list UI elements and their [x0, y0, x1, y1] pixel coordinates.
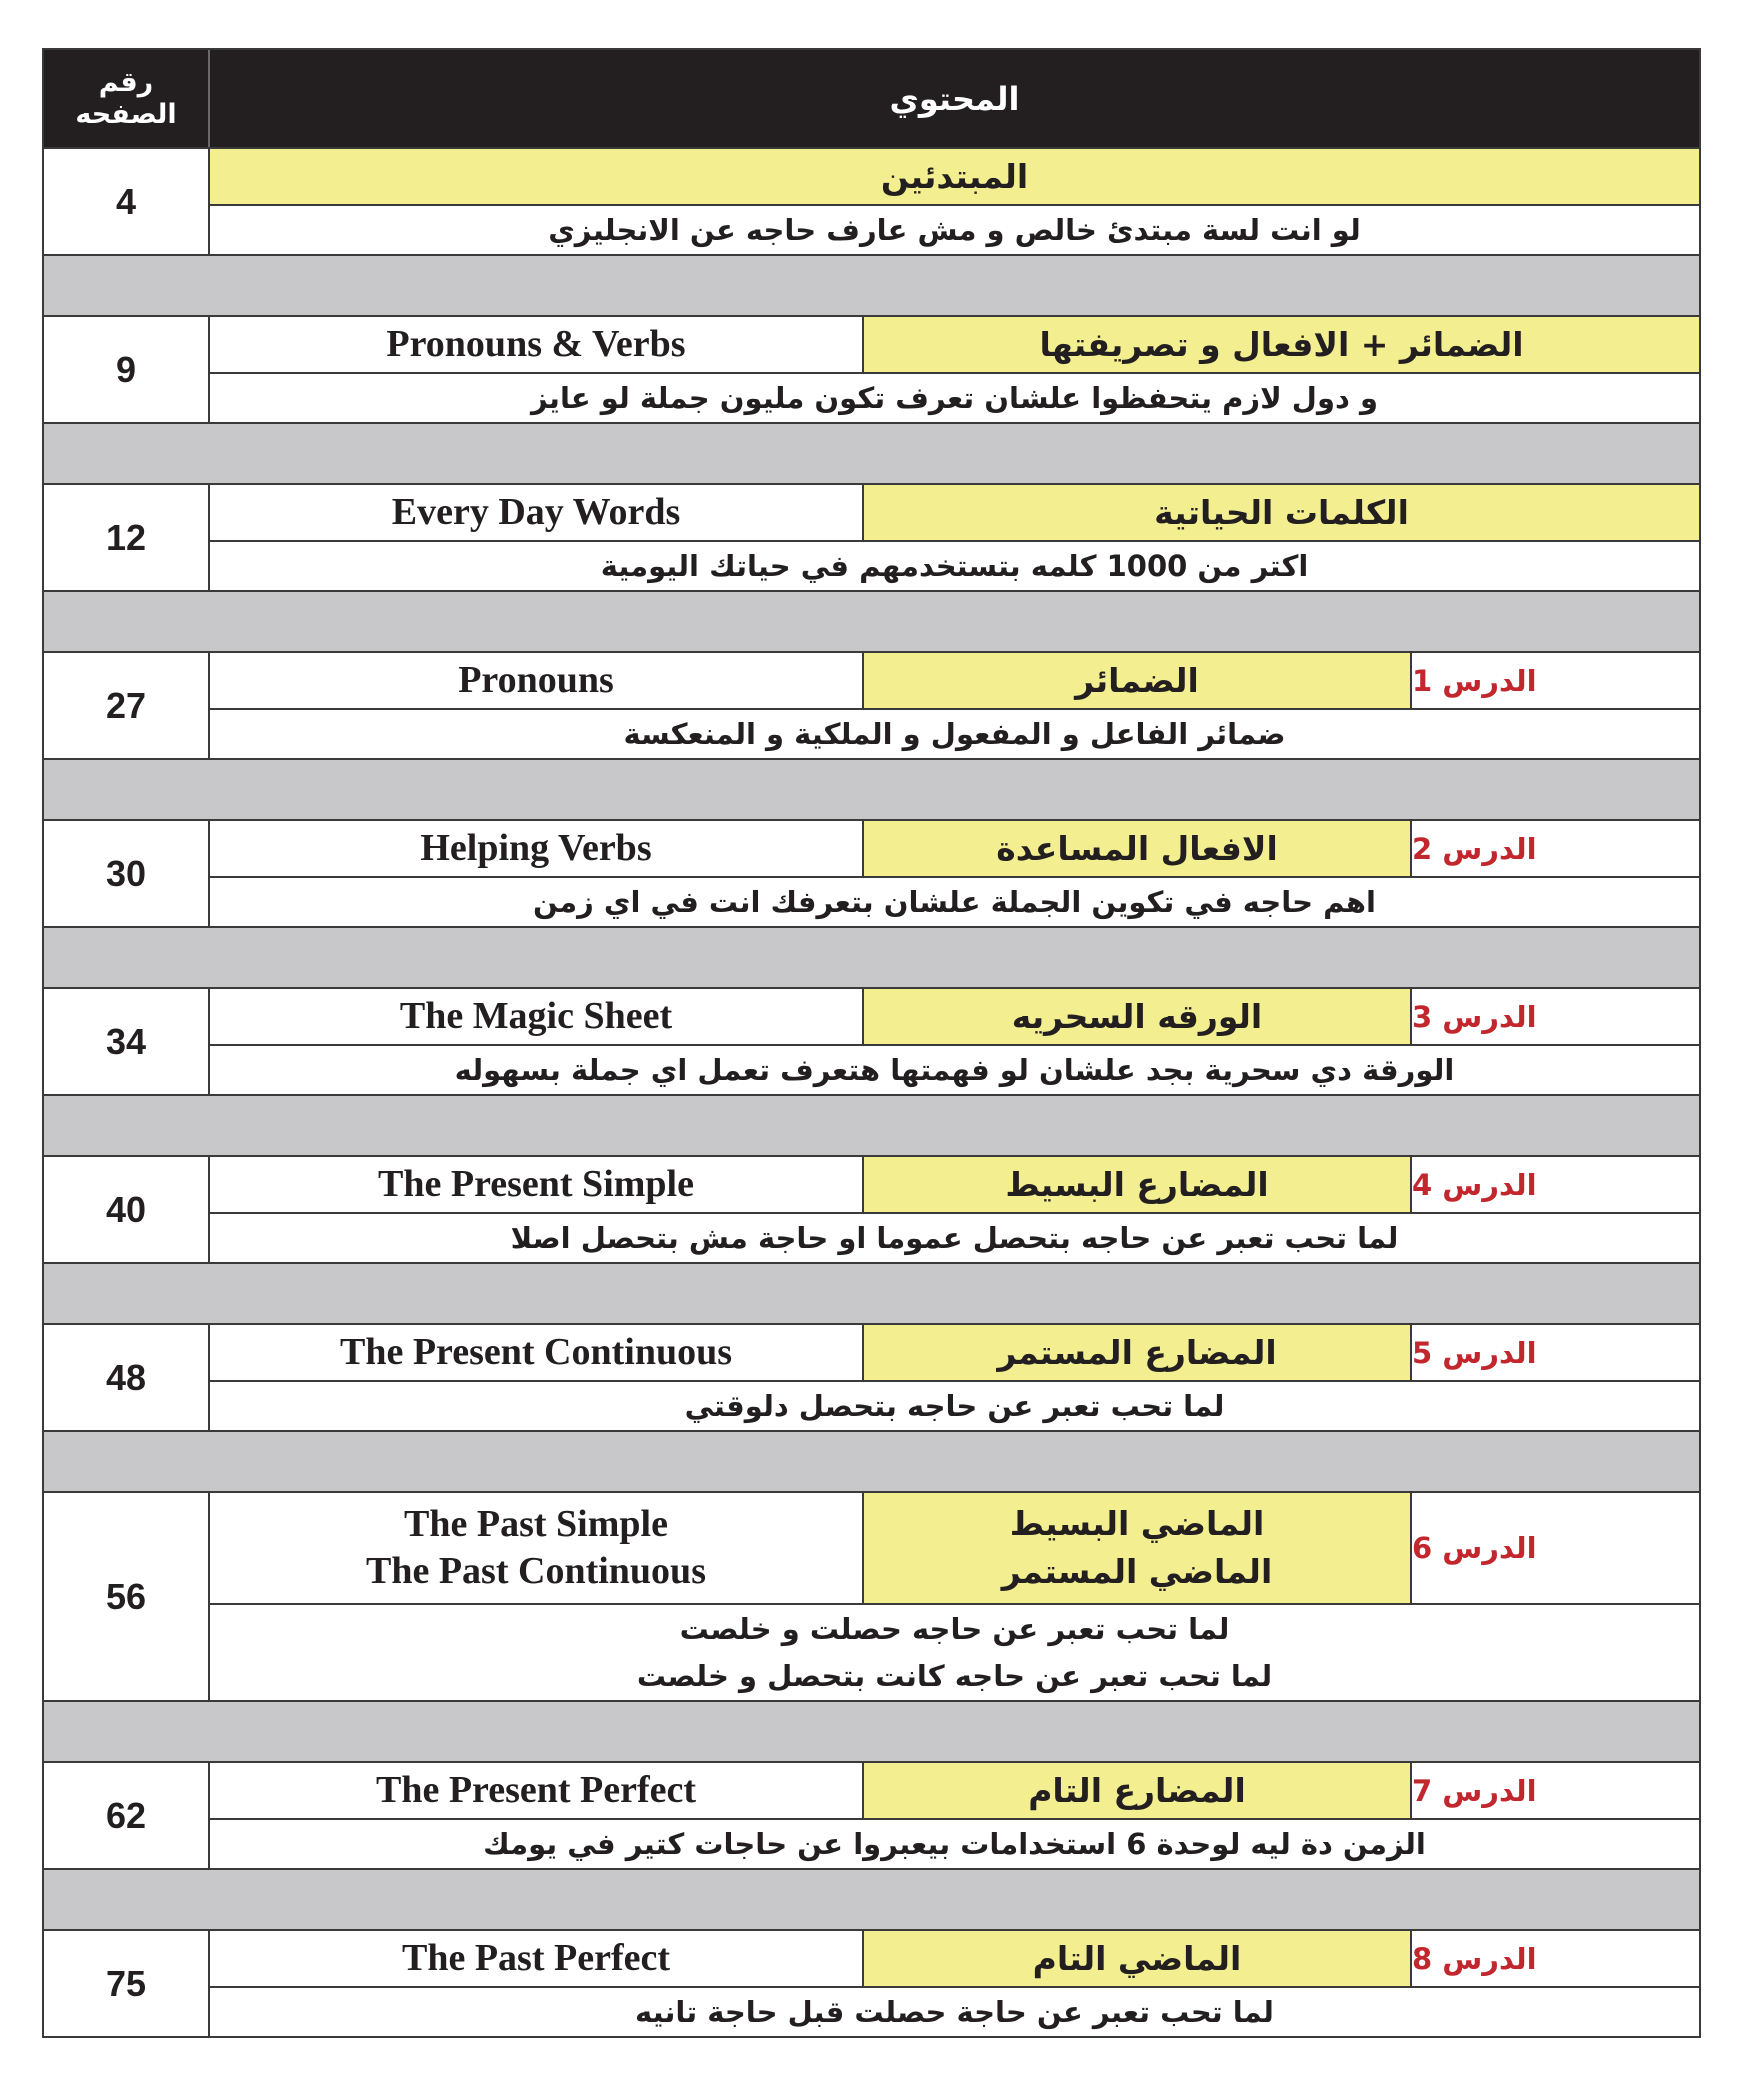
- toc-entry-lesson-2[interactable]: [44, 819, 1699, 926]
- entry-content: [210, 1931, 1699, 2036]
- english-title-line1: The Past Simple: [404, 1502, 668, 1545]
- entry-content: [210, 653, 1699, 758]
- page-number-header: [44, 50, 210, 147]
- row-divider: [44, 254, 1699, 315]
- entry-description: [210, 1605, 1699, 1700]
- english-title: Pronouns: [210, 653, 864, 708]
- lesson-label: الدرس 4: [1410, 1157, 1699, 1212]
- page-number-header-line2: الصفحه: [75, 98, 177, 130]
- lesson-label: الدرس 8: [1410, 1931, 1699, 1986]
- toc-entry-lesson-6[interactable]: [44, 1491, 1699, 1700]
- arabic-title: [864, 1493, 1410, 1603]
- entry-content: [210, 149, 1699, 254]
- lesson-label: الدرس 5: [1410, 1325, 1699, 1380]
- page-number: 62: [44, 1763, 210, 1868]
- row-divider: [44, 758, 1699, 819]
- arabic-title: الافعال المساعدة: [864, 821, 1410, 876]
- row-divider: [44, 926, 1699, 987]
- page-number: 40: [44, 1157, 210, 1262]
- arabic-title: الضمائر: [864, 653, 1410, 708]
- page-number: 75: [44, 1931, 210, 2036]
- entry-description: اكتر من 1000 كلمه بتستخدمهم في حياتك اليومية: [600, 548, 1309, 583]
- lesson-label: الدرس 6: [1410, 1493, 1699, 1603]
- english-title: The Present Continuous: [210, 1325, 864, 1380]
- arabic-title-line1: الماضي البسيط: [1009, 1504, 1265, 1544]
- toc-entry-lesson-8[interactable]: [44, 1929, 1699, 2036]
- entry-content: [210, 317, 1699, 422]
- entry-content: [210, 1157, 1699, 1262]
- arabic-title: الضمائر + الافعال و تصريفتها: [864, 317, 1699, 372]
- page-number: 30: [44, 821, 210, 926]
- arabic-title-line2: الماضي المستمر: [1001, 1552, 1273, 1591]
- english-title: The Magic Sheet: [210, 989, 864, 1044]
- toc-entry-lesson-5[interactable]: [44, 1323, 1699, 1430]
- entry-content: [210, 1763, 1699, 1868]
- page-number: 56: [44, 1493, 210, 1700]
- lesson-label: الدرس 1: [1410, 653, 1699, 708]
- entry-content: [210, 1493, 1699, 1700]
- english-title: The Past Perfect: [210, 1931, 864, 1986]
- page-number: 48: [44, 1325, 210, 1430]
- toc-entry-lesson-7[interactable]: [44, 1761, 1699, 1868]
- page-number: 34: [44, 989, 210, 1094]
- entry-description-line1: لما تحب تعبر عن حاجه حصلت و خلصت: [679, 1612, 1230, 1647]
- entry-content: [210, 989, 1699, 1094]
- lesson-label: الدرس 7: [1410, 1763, 1699, 1818]
- arabic-title: المبتدئين: [210, 149, 1699, 204]
- english-title: Helping Verbs: [210, 821, 864, 876]
- arabic-title: المضارع التام: [864, 1763, 1410, 1818]
- lesson-label: الدرس 2: [1410, 821, 1699, 876]
- row-divider: [44, 590, 1699, 651]
- row-divider: [44, 1700, 1699, 1761]
- content-header: المحتوي: [889, 79, 1020, 118]
- entry-description: لما تحب تعبر عن حاجه بتحصل عموما او حاجة مش بتحصل اصلا: [510, 1220, 1399, 1255]
- entry-description: لما تحب تعبر عن حاجة حصلت قبل حاجة تانيه: [635, 1994, 1274, 2029]
- english-title: The Present Simple: [210, 1157, 864, 1212]
- lesson-label: الدرس 3: [1410, 989, 1699, 1044]
- entry-description: الورقة دي سحرية بجد علشان لو فهمتها هتعرف تعمل اي جملة بسهوله: [454, 1052, 1455, 1087]
- row-divider: [44, 1262, 1699, 1323]
- page-number: 12: [44, 485, 210, 590]
- row-divider: [44, 1094, 1699, 1155]
- entry-description: لما تحب تعبر عن حاجه بتحصل دلوقتي: [684, 1388, 1225, 1423]
- arabic-title: الماضي التام: [864, 1931, 1410, 1986]
- page-number: 27: [44, 653, 210, 758]
- toc-entry[interactable]: [44, 483, 1699, 590]
- english-title: [210, 1493, 864, 1603]
- page-number: 4: [44, 149, 210, 254]
- entry-content: [210, 485, 1699, 590]
- arabic-title: الكلمات الحياتية: [864, 485, 1699, 540]
- toc-entry[interactable]: [44, 315, 1699, 422]
- table-of-contents: [42, 48, 1701, 2038]
- page-number-header-line1: رقم: [98, 67, 154, 99]
- english-title: Pronouns & Verbs: [210, 317, 864, 372]
- row-divider: [44, 1868, 1699, 1929]
- arabic-title: المضارع المستمر: [864, 1325, 1410, 1380]
- table-header: [44, 50, 1699, 147]
- entry-description: ضمائر الفاعل و المفعول و الملكية و المنعكسة: [623, 716, 1286, 751]
- row-divider: [44, 422, 1699, 483]
- row-divider: [44, 1430, 1699, 1491]
- english-title: The Present Perfect: [210, 1763, 864, 1818]
- entry-description-line2: لما تحب تعبر عن حاجه كانت بتحصل و خلصت: [636, 1658, 1273, 1693]
- entry-description: و دول لازم يتحفظوا علشان تعرف تكون مليون جملة لو عايز: [531, 380, 1378, 415]
- arabic-title: المضارع البسيط: [864, 1157, 1410, 1212]
- page-number: 9: [44, 317, 210, 422]
- entry-description: اهم حاجه في تكوين الجملة علشان بتعرفك انت في اي زمن: [533, 884, 1376, 919]
- entry-description: لو انت لسة مبتدئ خالص و مش عارف حاجه عن الانجليزي: [548, 212, 1361, 247]
- english-title-line2: The Past Continuous: [366, 1550, 706, 1592]
- toc-entry-lesson-1[interactable]: [44, 651, 1699, 758]
- toc-entry-lesson-4[interactable]: [44, 1155, 1699, 1262]
- toc-entry[interactable]: [44, 147, 1699, 254]
- english-title: Every Day Words: [210, 485, 864, 540]
- arabic-title: الورقه السحريه: [864, 989, 1410, 1044]
- entry-content: [210, 1325, 1699, 1430]
- toc-entry-lesson-3[interactable]: [44, 987, 1699, 1094]
- entry-content: [210, 821, 1699, 926]
- entry-description: الزمن دة ليه لوحدة 6 استخدامات بيعبروا عن حاجات كتير في يومك: [483, 1826, 1426, 1861]
